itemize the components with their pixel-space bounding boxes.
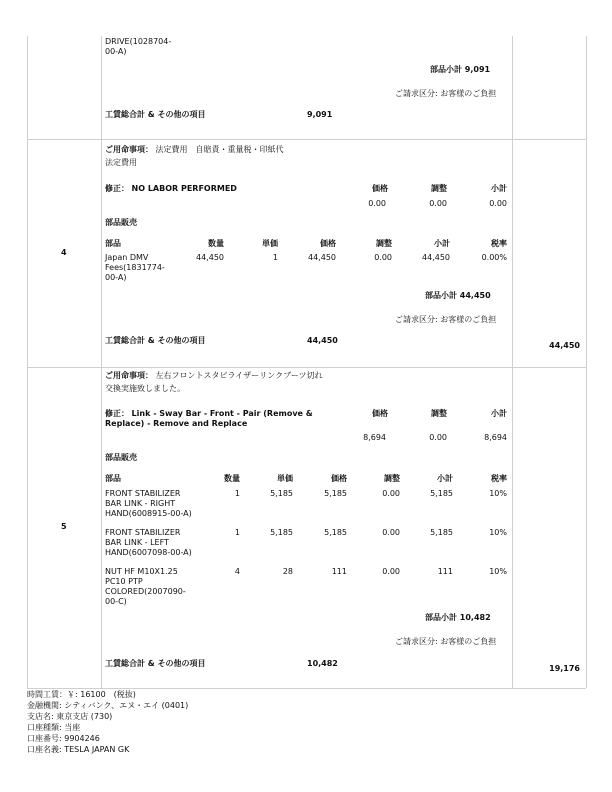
labor-total-label: 工賃総合計 & その他の項目 <box>105 110 206 119</box>
correction-label: 修正： <box>105 409 129 418</box>
request-label: ご用命事項： <box>105 371 153 380</box>
part-unit: 1 <box>272 253 278 262</box>
part-subtotal: 5,185 <box>430 528 453 537</box>
table-border-right <box>586 36 587 688</box>
request-label: ご用命事項： <box>105 145 153 154</box>
col-adjust: 調整 <box>376 239 392 248</box>
table-border-col2 <box>512 36 513 688</box>
header-subtotal: 小計 <box>491 184 507 193</box>
labor-price: 0.00 <box>368 199 386 208</box>
col-price: 価格 <box>331 474 347 483</box>
part-price: 44,450 <box>308 253 336 262</box>
part-adjust: 0.00 <box>382 567 400 576</box>
part-qty: 1 <box>234 528 240 537</box>
col-qty: 数量 <box>208 239 224 248</box>
header-price: 価格 <box>372 184 388 193</box>
part-name: Japan DMV Fees(1831774-00-A) <box>105 253 165 282</box>
part-subtotal: 44,450 <box>422 253 450 262</box>
branch-name: 支店名: 東京支店 (730) <box>27 712 113 721</box>
account-number: 口座番号: 9904246 <box>27 734 100 743</box>
header-price: 価格 <box>372 409 388 418</box>
col-price: 価格 <box>320 239 336 248</box>
part-subtotal: 111 <box>437 567 453 576</box>
part-qty: 44,450 <box>196 253 224 262</box>
header-subtotal: 小計 <box>491 409 507 418</box>
request-line <box>105 371 323 381</box>
col-part: 部品 <box>105 474 121 483</box>
parts-sales-heading: 部品販売 <box>105 453 137 462</box>
parts-subtotal: 部品小計 9,091 <box>430 65 491 74</box>
col-unit: 単価 <box>262 239 278 248</box>
request-text: 法定費用 自賠責・重量税・印紙代 <box>155 145 284 154</box>
part-tax: 10% <box>489 489 507 498</box>
col-subtotal: 小計 <box>437 474 453 483</box>
labor-total-value: 10,482 <box>307 659 338 668</box>
request-line <box>105 145 284 155</box>
part-subtotal: 5,185 <box>430 489 453 498</box>
part-tax: 10% <box>489 528 507 537</box>
part-name-tail: DRIVE(1028704-00-A) <box>105 37 172 56</box>
part-adjust: 0.00 <box>382 528 400 537</box>
billing-category: ご請求区分: お客様のご負担 <box>395 315 497 324</box>
line-number: 5 <box>61 522 67 531</box>
col-adjust: 調整 <box>384 474 400 483</box>
part-unit: 28 <box>282 567 293 576</box>
correction-label: 修正： <box>105 184 129 193</box>
labor-price: 8,694 <box>363 433 386 442</box>
line-total: 44,450 <box>549 341 580 350</box>
line-total: 19,176 <box>549 664 580 673</box>
part-tax: 0.00% <box>481 253 507 262</box>
part-price: 111 <box>331 567 347 576</box>
part-price: 5,185 <box>324 489 347 498</box>
parts-subtotal: 部品小計 10,482 <box>425 613 491 622</box>
part-name: FRONT STABILIZER BAR LINK - LEFT HAND(6007098-00-A) <box>105 528 192 557</box>
labor-total-label: 工賃総合計 & その他の項目 <box>105 659 206 668</box>
labor-total-value: 44,450 <box>307 336 338 345</box>
labor-subtotal: 8,694 <box>484 433 507 442</box>
row-divider <box>27 688 586 689</box>
part-price: 5,185 <box>324 528 347 537</box>
part-tax: 10% <box>489 567 507 576</box>
header-adjust: 調整 <box>431 184 447 193</box>
col-qty: 数量 <box>224 474 240 483</box>
request-text-2: 交換実施致しました。 <box>105 384 185 393</box>
billing-category: ご請求区分: お客様のご負担 <box>395 89 497 98</box>
part-unit: 5,185 <box>270 489 293 498</box>
col-tax: 税率 <box>491 474 507 483</box>
hourly-rate: 時間工賃：￥: 16100 (税抜) <box>27 690 136 699</box>
labor-subtotal: 0.00 <box>489 199 507 208</box>
line-number: 4 <box>61 248 67 257</box>
account-holder: 口座名義: TESLA JAPAN GK <box>27 745 130 754</box>
table-border-left <box>27 36 28 688</box>
request-text-2: 法定費用 <box>105 158 137 167</box>
row-divider <box>27 367 586 368</box>
parts-subtotal: 部品小計 44,450 <box>425 291 491 300</box>
part-unit: 5,185 <box>270 528 293 537</box>
labor-total-label: 工賃総合計 & その他の項目 <box>105 336 206 345</box>
correction-text: NO LABOR PERFORMED <box>131 184 237 193</box>
part-name: FRONT STABILIZER BAR LINK - RIGHT HAND(6008915-00-A) <box>105 489 192 518</box>
account-type: 口座種類: 当座 <box>27 723 81 732</box>
table-border-col1 <box>101 36 102 688</box>
col-tax: 税率 <box>491 239 507 248</box>
part-name: NUT HF M10X1.25 PC10 PTP COLORED(2007090-00-C) <box>105 567 186 606</box>
correction-line <box>105 409 315 429</box>
part-qty: 1 <box>234 489 240 498</box>
labor-adjust: 0.00 <box>429 199 447 208</box>
request-text: 左右フロントスタビライザーリンクブーツ切れ <box>155 371 323 380</box>
part-qty: 4 <box>234 567 240 576</box>
billing-category: ご請求区分: お客様のご負担 <box>395 637 497 646</box>
labor-adjust: 0.00 <box>429 433 447 442</box>
labor-total-value: 9,091 <box>307 110 333 119</box>
correction-text: Link - Sway Bar - Front - Pair (Remove & Replace) - Remove and Replace <box>105 409 313 428</box>
part-adjust: 0.00 <box>374 253 392 262</box>
parts-sales-heading: 部品販売 <box>105 218 137 227</box>
col-subtotal: 小計 <box>434 239 450 248</box>
col-unit: 単価 <box>277 474 293 483</box>
header-adjust: 調整 <box>431 409 447 418</box>
row-divider <box>27 139 586 140</box>
part-adjust: 0.00 <box>382 489 400 498</box>
bank-name: 金融機関: シティバンク、エヌ・エイ (0401) <box>27 701 189 710</box>
correction-line <box>105 184 237 194</box>
col-part: 部品 <box>105 239 121 248</box>
